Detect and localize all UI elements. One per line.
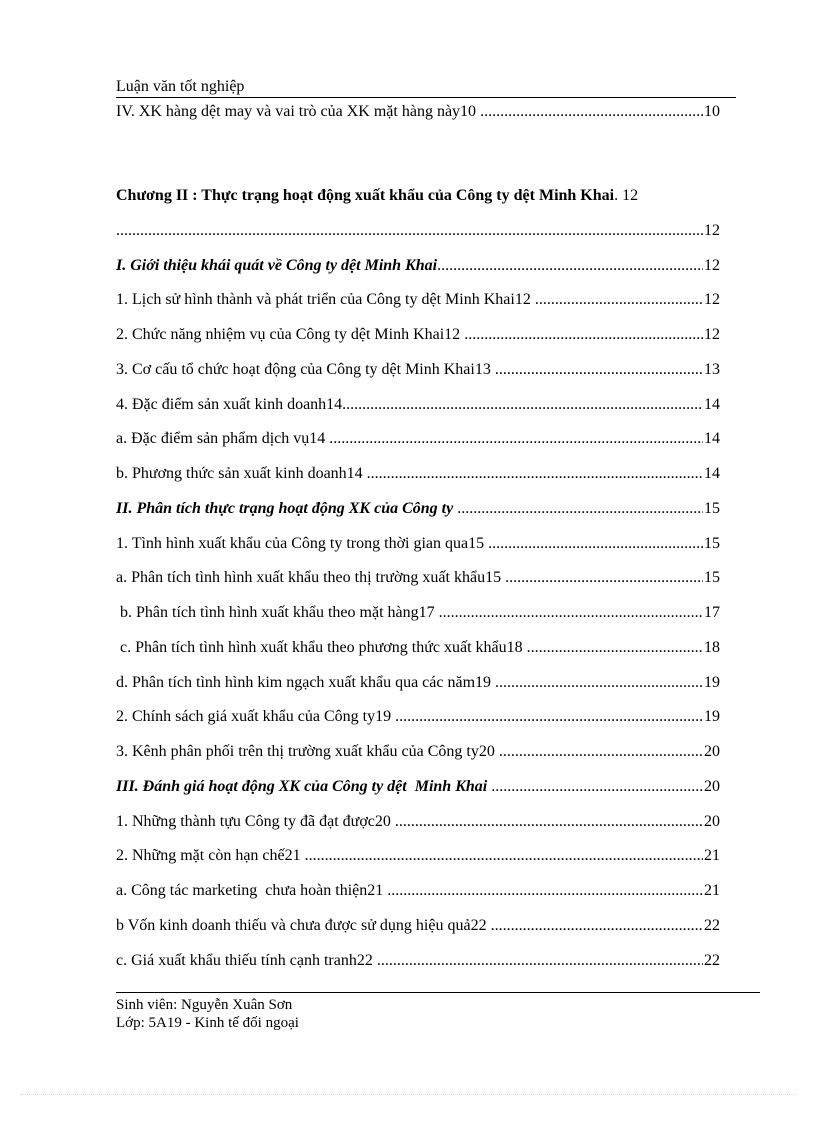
toc-entry-page: 18	[704, 639, 720, 656]
toc-leader-dots	[491, 916, 703, 936]
toc-leader-dots	[377, 951, 703, 971]
chapter-page: . 12	[614, 187, 639, 204]
toc-leader-dots	[457, 499, 703, 519]
toc-leader-dots	[499, 742, 703, 762]
toc-entry-page: 22	[704, 917, 720, 934]
toc-entry-text: d. Phân tích tình hình kim ngạch xuất khẩu qua các năm19	[116, 674, 496, 691]
header-title: Luận văn tốt nghiệp	[116, 78, 245, 95]
chapter-title: Chương II : Thực trạng hoạt động xuất khẩu của Công ty dệt Minh Khai	[116, 187, 615, 204]
chapter-heading[interactable]	[116, 186, 746, 206]
toc-entry-text: 2. Chính sách giá xuất khẩu của Công ty19	[116, 708, 396, 725]
toc-entry-page: 21	[704, 882, 720, 899]
toc-entry-page: 20	[704, 778, 720, 795]
toc-entry-ii-1-c[interactable]	[116, 638, 720, 658]
toc-entry-ii-1-a[interactable]	[116, 568, 720, 588]
toc-entry-i-4-a[interactable]	[116, 429, 720, 449]
footer-class: Lớp: 5A19 - Kinh tế đối ngoại	[116, 1015, 299, 1031]
toc-leader-dots	[437, 256, 703, 276]
toc-entry-text: III. Đánh giá hoạt động XK của Công ty dệt Minh Khai	[116, 778, 492, 795]
toc-leader-dots	[439, 603, 703, 623]
toc-entry-page: 10	[704, 103, 720, 120]
toc-leader-dots	[480, 102, 703, 122]
toc-leader-dots	[495, 673, 703, 693]
toc-entry-page: 15	[704, 535, 720, 552]
toc-leader-dots	[395, 812, 703, 832]
toc-entry-ii-1-d[interactable]	[116, 673, 720, 693]
toc-leader-dots	[535, 290, 703, 310]
toc-entry-page: 20	[704, 813, 720, 830]
toc-entry-ii-3[interactable]	[116, 742, 720, 762]
toc-entry-text: 3. Kênh phân phối trên thị trường xuất khẩu của Công ty20	[116, 743, 499, 760]
toc-entry-text: c. Phân tích tình hình xuất khẩu theo phương thức xuất khẩu18	[116, 639, 527, 656]
toc-entry-page: 12	[704, 222, 720, 239]
toc-entry-i-2[interactable]	[116, 325, 720, 345]
toc-entry-text: 1. Những thành tựu Công ty đã đạt được20	[116, 813, 395, 830]
toc-entry-text: b. Phương thức sản xuất kinh doanh14	[116, 465, 367, 482]
toc-entry-text: 2. Chức năng nhiệm vụ của Công ty dệt Minh Khai12	[116, 326, 465, 343]
toc-entry-page: 22	[704, 952, 720, 969]
toc-entry-i-4-b[interactable]	[116, 464, 720, 484]
toc-entry-page: 14	[704, 465, 720, 482]
toc-leader-dots	[329, 429, 703, 449]
toc-entry-text: II. Phân tích thực trạng hoạt động XK của Công ty	[116, 500, 458, 517]
toc-entry-page: 14	[704, 396, 720, 413]
toc-leader-dots	[488, 534, 703, 554]
toc-entry-text: 1. Tình hình xuất khẩu của Công ty trong thời gian qua15	[116, 535, 489, 552]
footer-student: Sinh viên: Nguyễn Xuân Sơn	[116, 997, 293, 1013]
toc-leader-dots	[387, 881, 703, 901]
toc-entry-section-iii[interactable]	[116, 777, 720, 797]
toc-entry-page: 12	[704, 326, 720, 343]
toc-entry-page: 12	[704, 257, 720, 274]
toc-entry-page: 13	[704, 361, 720, 378]
toc-entry-text: 1. Lịch sử hình thành và phát triển của Công ty dệt Minh Khai12	[116, 291, 535, 308]
toc-entry-section-i[interactable]	[116, 256, 720, 276]
toc-entry-text: I. Giới thiệu khái quát về Công ty dệt Minh Khai	[116, 257, 438, 274]
toc-entry-text: 3. Cơ cấu tổ chức hoạt động của Công ty dệt Minh Khai13	[116, 361, 495, 378]
toc-leader-dots	[505, 568, 703, 588]
toc-entry-text: c. Giá xuất khẩu thiếu tính cạnh tranh22	[116, 952, 377, 969]
toc-leader-dots	[305, 846, 703, 866]
toc-entry-page: 20	[704, 743, 720, 760]
toc-entry-iii-1[interactable]	[116, 812, 720, 832]
toc-entry-i-4[interactable]	[116, 395, 720, 415]
toc-leader-dots	[495, 360, 703, 380]
toc-entry-ii-1[interactable]	[116, 534, 720, 554]
toc-entry-i-1[interactable]	[116, 290, 720, 310]
toc-entry-ii-1-b[interactable]	[116, 603, 720, 623]
toc-entry-iii-2-b[interactable]	[116, 916, 720, 936]
toc-entry-ii-2[interactable]	[116, 707, 720, 727]
toc-leader-dots	[491, 777, 703, 797]
toc-entry-text: IV. XK hàng dệt may và vai trò của XK mặt hàng này10	[116, 103, 481, 120]
toc-leader-dots	[464, 325, 703, 345]
toc-leader-dots	[395, 707, 703, 727]
toc-entry-page: 17	[704, 604, 720, 621]
footer-rule	[116, 992, 760, 993]
toc-entry-text: b. Phân tích tình hình xuất khẩu theo mặt hàng17	[116, 604, 439, 621]
toc-entry-page: 14	[704, 430, 720, 447]
toc-entry-page: 15	[704, 500, 720, 517]
toc-entry-page: 12	[704, 291, 720, 308]
toc-entry-text: a. Đặc điểm sản phẩm dịch vụ14	[116, 430, 330, 447]
toc-entry-page: 21	[704, 847, 720, 864]
toc-entry-section-ii[interactable]	[116, 499, 720, 519]
toc-entry-chapter-continuation[interactable]	[116, 221, 720, 241]
toc-entry-iii-2-a[interactable]	[116, 881, 720, 901]
header-rule	[116, 97, 736, 98]
toc-entry-page: 19	[704, 674, 720, 691]
toc-entry-text: a. Phân tích tình hình xuất khẩu theo thị trường xuất khẩu15	[116, 569, 506, 586]
toc-entry-text: 2. Những mặt còn hạn chế21	[116, 847, 305, 864]
toc-leader-dots	[116, 221, 703, 241]
toc-entry-i-3[interactable]	[116, 360, 720, 380]
toc-entry-text: a. Công tác marketing chưa hoàn thiện21	[116, 882, 388, 899]
toc-entry-text: 4. Đặc điểm sản xuất kinh doanh14	[116, 396, 343, 413]
toc-entry-iii-2[interactable]	[116, 846, 720, 866]
page-edge	[20, 1094, 796, 1095]
toc-leader-dots	[367, 464, 703, 484]
toc-entry-text: b Vốn kinh doanh thiếu và chưa được sử dụng hiệu quả22	[116, 917, 491, 934]
toc-leader-dots	[527, 638, 703, 658]
toc-entry-page: 15	[704, 569, 720, 586]
toc-entry-iii-2-c[interactable]	[116, 951, 720, 971]
toc-entry-iv[interactable]	[116, 102, 720, 122]
toc-entry-page: 19	[704, 708, 720, 725]
toc-leader-dots	[342, 395, 703, 415]
